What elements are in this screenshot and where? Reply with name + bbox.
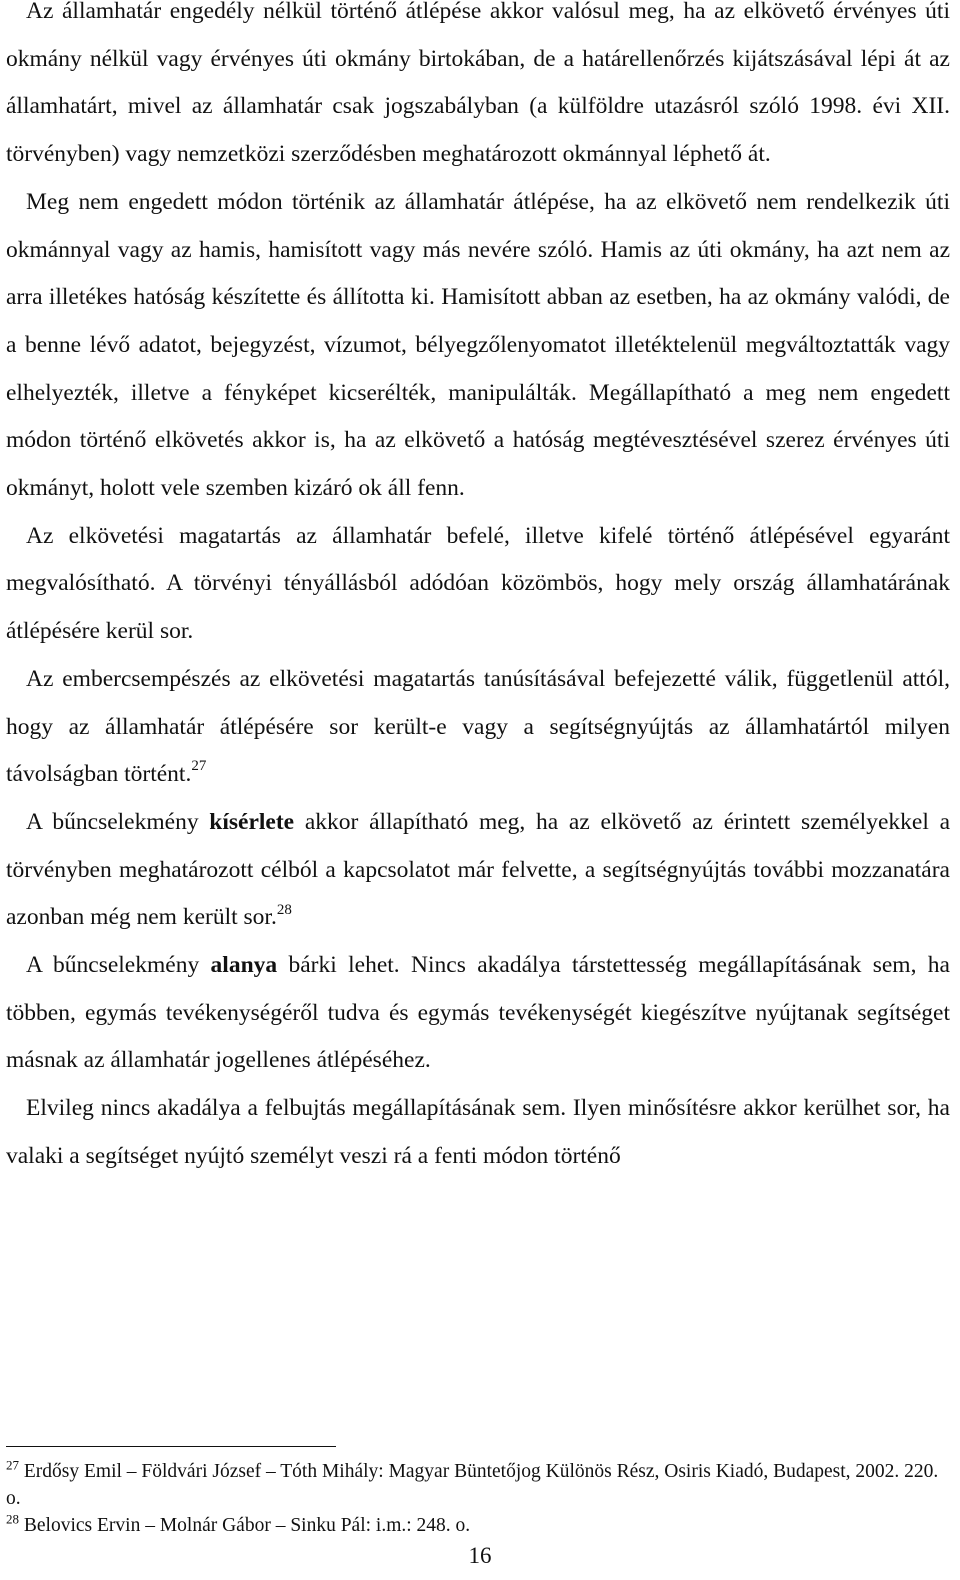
footnotes	[6, 1458, 950, 1539]
bold-term-attempt: kísérlete	[209, 808, 295, 835]
footnote-reference-28: 28	[276, 901, 292, 918]
paragraph-direction-of-crossing	[6, 513, 950, 656]
footnote-separator	[6, 1446, 336, 1447]
footnote-27	[6, 1458, 950, 1512]
footnote-number: 27	[6, 1457, 19, 1473]
paragraph-completion	[6, 656, 950, 799]
paragraph-unauthorized-crossing	[6, 179, 950, 513]
paragraph-text: bárki lehet. Nincs akadálya társtettesség megállapításának sem, ha többen, egymás tevékenységéről tudva és egymás tevékenységét kiegészítve nyújtanak segítséget másnak az államhatár jogellenes átlépéséhez.	[6, 952, 950, 1074]
footnote-28	[6, 1512, 950, 1539]
paragraph-text: akkor állapítható meg, ha az elkövető az érintett személyekkel a törvényben meghatározott célból a kapcsolatot már felvette, a segítségnyújtás további mozzanatára azonban még nem került sor.	[6, 808, 951, 931]
paragraph-text: Elvileg nincs akadálya a felbujtás megállapításának sem. Ilyen minősítésre akkor kerülhet sor, ha valaki a segítséget nyújtó személyt veszi rá a fenti módon történő	[6, 1095, 950, 1169]
document-body	[6, 0, 950, 1181]
paragraph-attempt	[6, 799, 950, 942]
paragraph-border-crossing-definition	[6, 0, 950, 179]
footnote-text: Belovics Ervin – Molnár Gábor – Sinku Pál: i.m.: 248. o.	[23, 1515, 471, 1536]
footnote-reference-27: 27	[191, 758, 207, 775]
paragraph-text: A bűncselekmény	[26, 808, 210, 835]
footnote-number: 28	[6, 1511, 19, 1527]
page-number: 16	[468, 1543, 492, 1568]
paragraph-perpetrator	[6, 942, 950, 1085]
paragraph-text: Meg nem engedett módon történik az államhatár átlépése, ha az elkövető nem rendelkezik úti okmánnyal vagy az hamis, hamisított vagy más nevére szóló. Hamis az úti okmány, ha azt nem az arra illetékes hatóság készítette és állította ki. Hamisított abban az esetben, ha az okmány valódi, de a benne lévő adatot, bejegyzést, vízumot, bélyegzőlenyomatot illetéktelenül megváltoztatták vagy elhelyezték, illetve a fényképet kicserélték, manipulálták. Megállapítható a meg nem engedett módon történő elkövetés akkor is, ha az elkövető a hatóság megtévesztésével szerez érvényes úti okmányt, holott vele szemben kizáró ok áll fenn.	[6, 188, 950, 502]
paragraph-text: Az államhatár engedély nélkül történő átlépése akkor valósul meg, ha az elkövető érvényes úti okmány nélkül vagy érvényes úti okmány birtokában, de a határellenőrzés kijátszásával lépi át az államhatárt, mivel az államhatár csak jogszabályban (a külföldre utazásról szóló 1998. évi XII. törvényben) vagy nemzetközi szerződésben meghatározott okmánnyal léphető át.	[6, 0, 950, 168]
footnote-text: Erdősy Emil – Földvári József – Tóth Mihály: Magyar Büntetőjog Különös Rész, Osiris Kiadó, Budapest, 2002. 220. o.	[6, 1461, 939, 1509]
paragraph-incitement	[6, 1085, 950, 1180]
paragraph-text: Az embercsempészés az elkövetési magatartás tanúsításával befejezetté válik, függetlenül attól, hogy az államhatár átlépésére sor került-e vagy a segítségnyújtás az államhatártól milyen távolságban történt.	[6, 665, 950, 788]
paragraph-text: A bűncselekmény	[26, 952, 211, 979]
paragraph-text: Az elkövetési magatartás az államhatár befelé, illetve kifelé történő átlépésével egyaránt megvalósítható. A törvényi tényállásból adódóan közömbös, hogy mely ország államhatárának átlépésére kerül sor.	[6, 522, 950, 645]
bold-term-perpetrator: alanya	[210, 952, 278, 979]
